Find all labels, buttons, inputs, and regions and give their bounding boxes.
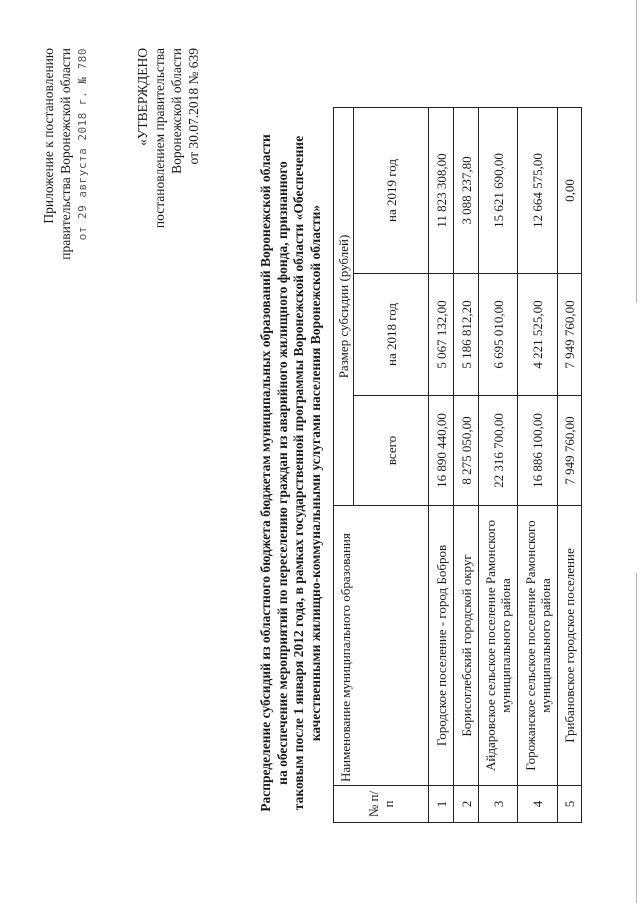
row-2019: 11 823 308,00 <box>429 108 454 274</box>
appendix-header <box>40 48 91 260</box>
row-num: 1 <box>429 786 454 823</box>
table-row <box>479 108 518 823</box>
row-2018: 5 186 812,20 <box>454 274 479 396</box>
title-line2: на обеспечение мероприятий по переселению граждан из аварийного жилищного фонда, признанного <box>274 161 290 785</box>
approved-line3: Воронежской области <box>169 48 184 174</box>
document-title <box>258 113 324 833</box>
row-num: 4 <box>518 786 558 823</box>
header-num: № п/п <box>334 786 429 823</box>
approved-line4: от 30.07.2018 № 639 <box>186 48 201 165</box>
row-num: 5 <box>558 786 582 823</box>
row-name: Борисоглебский городской округ <box>454 506 479 786</box>
row-2019: 0,00 <box>558 108 582 274</box>
row-total: 7 949 760,00 <box>558 396 582 506</box>
row-2018: 5 067 132,00 <box>429 274 454 396</box>
row-2018: 7 949 760,00 <box>558 274 582 396</box>
title-line1: Распределение субсидий из областного бюджета бюджетам муниципальных образований Воронежской области <box>258 134 273 812</box>
row-name: Грибановское городское поселение <box>558 506 582 786</box>
row-2018: 6 695 010,00 <box>479 274 518 396</box>
table-row <box>558 108 582 823</box>
header-2019: на 2019 год <box>354 108 429 274</box>
row-total: 16 886 100,00 <box>518 396 558 506</box>
title-line4: качественными жилищно-коммунальными услугами населения Воронежской области» <box>307 204 323 742</box>
row-2019: 12 664 575,00 <box>518 108 558 274</box>
approved-block <box>134 48 202 228</box>
title-line3: таковым после 1 января 2012 года, в рамках государственной программы Воронежской области «Обеспечение <box>291 135 306 811</box>
appendix-line1: Приложение к постановлению <box>41 48 56 224</box>
scan-edge-line <box>636 0 637 303</box>
subsidy-table <box>333 107 582 823</box>
approved-label: «УТВЕРЖДЕНО <box>135 48 150 146</box>
approved-line2: постановлением правительства <box>152 48 167 229</box>
table-row <box>454 108 479 823</box>
header-total: всего <box>354 396 429 506</box>
row-total: 8 275 050,00 <box>454 396 479 506</box>
table-row <box>518 108 558 823</box>
table-row <box>429 108 454 823</box>
header-group: Размер субсидии (рублей) <box>334 108 354 506</box>
scan-edge-line <box>636 573 637 903</box>
row-name: Горожанское сельское поселение Рамонского муниципального района <box>518 506 558 786</box>
row-2019: 3 088 237,80 <box>454 108 479 274</box>
row-2019: 15 621 690,00 <box>479 108 518 274</box>
row-name: Городское поселение - город Бобров <box>429 506 454 786</box>
row-name: Айдаровское сельское поселение Рамонского муниципального района <box>479 506 518 786</box>
row-2018: 4 221 525,00 <box>518 274 558 396</box>
row-total: 16 890 440,00 <box>429 396 454 506</box>
row-num: 3 <box>479 786 518 823</box>
row-total: 22 316 700,00 <box>479 396 518 506</box>
appendix-line2: правительства Воронежской области <box>58 48 73 260</box>
appendix-date: от 29 августа 2018 г. № 780 <box>76 48 89 241</box>
header-2018: на 2018 год <box>354 274 429 396</box>
header-name: Наименование муниципального образования <box>334 506 429 786</box>
row-num: 2 <box>454 786 479 823</box>
